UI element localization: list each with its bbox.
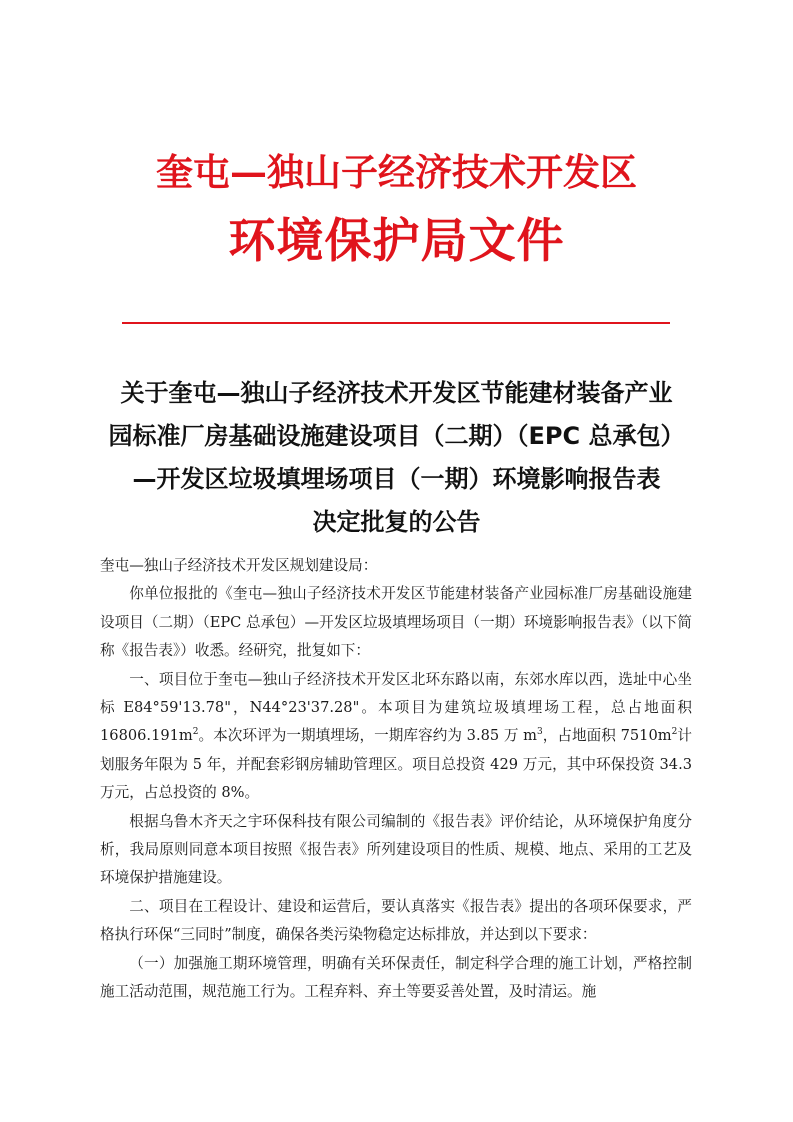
paragraph — [100, 666, 692, 808]
document-type-title: 环境保护局文件 — [228, 214, 565, 269]
superscript: 3 — [536, 727, 543, 738]
addressee: 奎屯—独山子经济技术开发区规划建设局： — [100, 557, 378, 574]
title-line: 关于奎屯—独山子经济技术开发区节能建材装备产业 — [120, 379, 673, 407]
paragraph-text: 一、项目位于奎屯—独山子经济技术开发区北环东路以南，东郊水库以西，选址中心坐标 E84°59'13.78"，N44°23'37.28"。本项目为建筑垃圾填埋场工程，总占地面积 16806.191m — [100, 670, 692, 745]
paragraph-text: 。本次环评为一期填埋场，一期库容约为 3.85 万 m — [198, 727, 537, 745]
title-line: 决定批复的公告 — [312, 508, 481, 536]
paragraph-text: 计划服务年限为 5 年，并配套彩钢房辅助管理区。项目总投资 429 万元，其中环保投资 34.3 万元，占总投资的 8%。 — [100, 727, 692, 802]
document-title — [80, 372, 713, 544]
red-divider — [122, 322, 670, 324]
paragraph: 根据乌鲁木齐天之宇环保科技有限公司编制的《报告表》评价结论，从环境保护角度分析，我局原则同意本项目按照《报告表》所列建设项目的性质、规模、地点、采用的工艺及环境保护措施建设。 — [100, 812, 692, 887]
superscript: 2 — [671, 727, 678, 738]
issuer-name: 奎屯—独山子经济技术开发区 — [156, 150, 637, 194]
paragraph: 二、项目在工程设计、建设和运营后，要认真落实《报告表》提出的各项环保要求，严格执行环保“三同时”制度，确保各类污染物稳定达标排放，并达到以下要求： — [100, 897, 692, 944]
paragraph-text: ，占地面积 7510m — [542, 727, 672, 745]
paragraph: （一）加强施工期环境管理，明确有关环保责任，制定科学合理的施工计划，严格控制施工活动范围，规范施工行为。工程弃料、弃土等要妥善处置，及时清运。施 — [100, 954, 692, 1001]
title-line: 园标准厂房基础设施建设项目（二期）（EPC 总承包） — [108, 422, 685, 450]
superscript: 2 — [192, 727, 199, 738]
document-body — [100, 552, 692, 1007]
paragraph: 你单位报批的《奎屯—独山子经济技术开发区节能建材装备产业园标准厂房基础设施建设项目（二期）（EPC 总承包）—开发区垃圾填埋场项目（一期）环境影响报告表》（以下简称《报告表》）收悉。经研究，批复如下： — [100, 585, 692, 660]
title-line: —开发区垃圾填埋场项目（一期）环境影响报告表 — [132, 465, 661, 493]
